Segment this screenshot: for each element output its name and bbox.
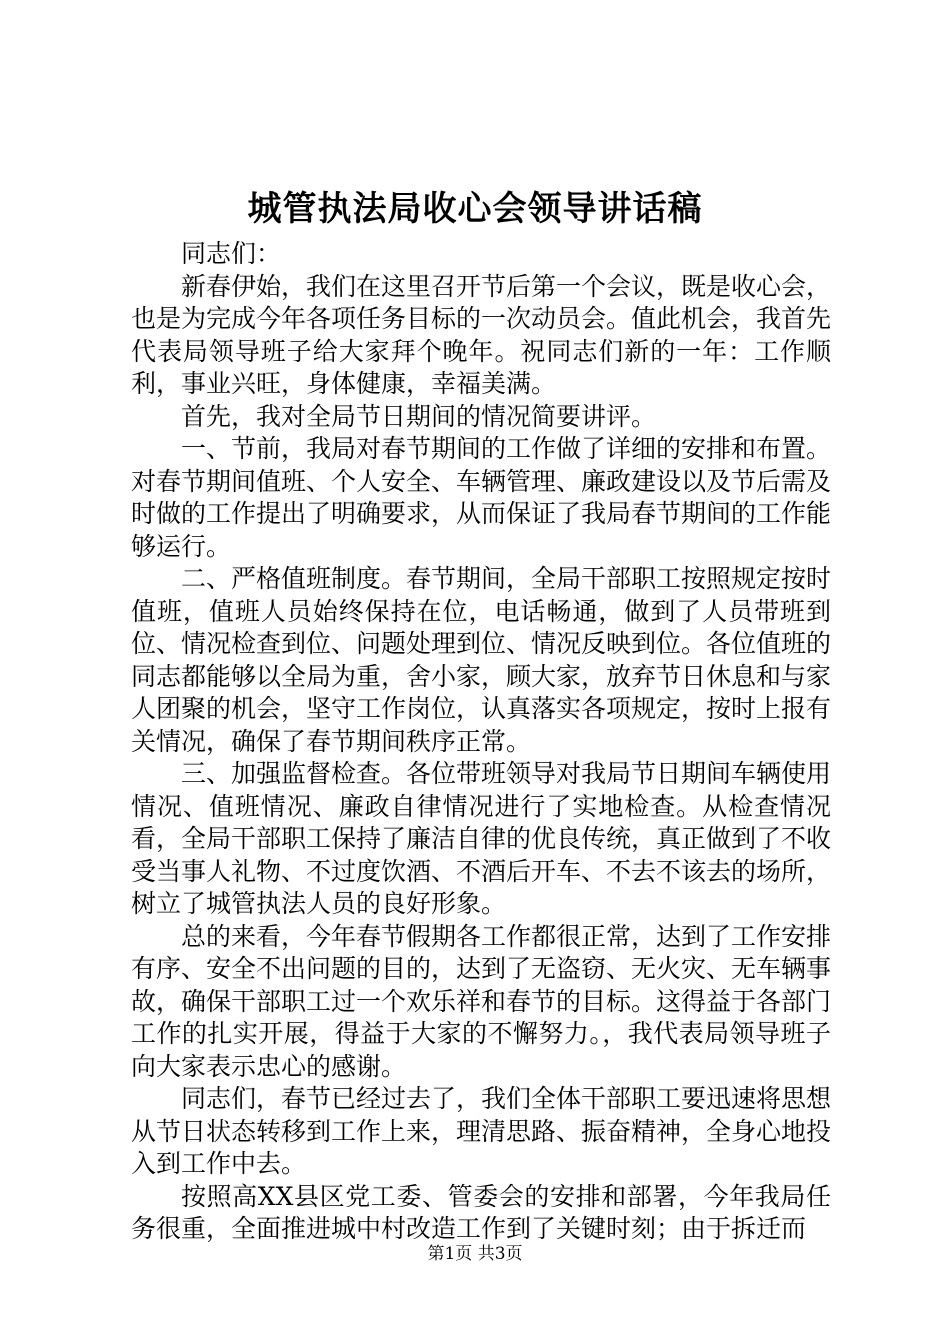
- body-paragraph: 三、加强监督检查。各位带班领导对我局节日期间车辆使用情况、值班情况、廉政自律情况进行了实地检查。从检查情况看，全局干部职工保持了廉洁自律的优良传统，真正做到了不收受当事人礼物、不过度饮酒、不酒后开车、不去不该去的场所，树立了城管执法人员的良好形象。: [131, 759, 832, 918]
- document-body: [131, 238, 831, 1246]
- body-paragraph: 按照高XX县区党工委、管委会的安排和部署，今年我局任务很重，全面推进城中村改造工作到了关键时刻；由于拆迁而: [131, 1181, 831, 1243]
- body-paragraph: 同志们，春节已经过去了，我们全体干部职工要迅速将思想从节日状态转移到工作上来，理清思路、振奋精神，全身心地投入到工作中去。: [131, 1084, 832, 1178]
- body-paragraph: 总的来看，今年春节假期各工作都很正常，达到了工作安排有序、安全不出问题的目的，达到了无盗窃、无火灾、无车辆事故，确保干部职工过一个欢乐祥和春节的目标。这得益于各部门工作的扎实开展，得益于大家的不懈努力。，我代表局领导班子向大家表示忠心的感谢。: [131, 921, 832, 1081]
- body-paragraph: 新春伊始，我们在这里召开节后第一个会议，既是收心会，也是为完成今年各项任务目标的一次动员会。值此机会，我首先代表局领导班子给大家拜个晚年。祝同志们新的一年：工作顺利，事业兴旺，身体健康，幸福美满。: [131, 271, 832, 398]
- body-paragraph: 首先，我对全局节日期间的情况简要讲评。: [181, 401, 657, 431]
- document-title: 城管执法局收心会领导讲话稿: [247, 189, 703, 229]
- salutation-paragraph: 同志们：: [181, 239, 282, 268]
- body-paragraph: 二、严格值班制度。春节期间，全局干部职工按照规定按时值班，值班人员始终保持在位，电话畅通，做到了人员带班到位、情况检查到位、问题处理到位、情况反映到位。各位值班的同志都能够以全局为重，舍小家，顾大家，放弃节日休息和与家人团聚的机会，坚守工作岗位，认真落实各项规定，按时上报有关情况，确保了春节期间秩序正常。: [131, 564, 832, 756]
- body-paragraph: 一、节前，我局对春节期间的工作做了详细的安排和布置。对春节期间值班、个人安全、车辆管理、廉政建设以及节后需及时做的工作提出了明确要求，从而保证了我局春节期间的工作能够运行。: [131, 434, 832, 561]
- page-footer: 第1页 共3页: [427, 1244, 523, 1264]
